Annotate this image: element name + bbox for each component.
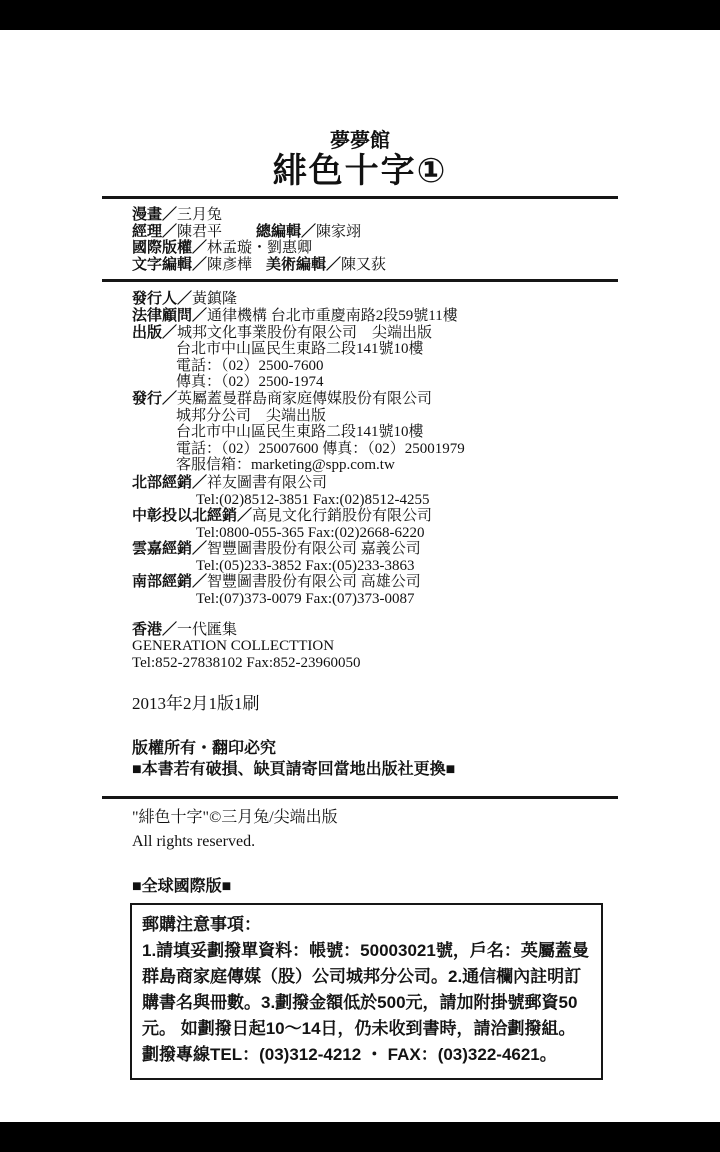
divider-credits bbox=[102, 279, 618, 282]
issuer-phone-fax bbox=[132, 441, 720, 458]
distributor-row bbox=[132, 475, 720, 492]
credit-value: 三月兔 bbox=[177, 207, 223, 223]
credit-label: 總編輯／ bbox=[256, 222, 317, 240]
hongkong-company-en bbox=[132, 638, 720, 655]
field-value: 黃鎮隆 bbox=[192, 291, 238, 308]
copyright-block bbox=[132, 738, 720, 780]
publisher-line bbox=[132, 308, 720, 325]
global-edition-heading: ■全球國際版■ bbox=[132, 878, 232, 896]
credit-label: 國際版權／ bbox=[132, 239, 208, 257]
issuer-address bbox=[132, 424, 720, 441]
field-value: 祥友圖書有限公司 bbox=[207, 474, 328, 491]
field-value: 高見文化行銷股份有限公司 bbox=[252, 508, 433, 525]
field-value: 一代匯集 bbox=[177, 621, 238, 638]
divider-rights bbox=[102, 796, 618, 799]
field-value: 英屬蓋曼群島商家庭傳媒股份有限公司 bbox=[177, 390, 433, 407]
publisher-phone bbox=[132, 358, 720, 375]
rights-attribution: "緋色十字"©三月兔/尖端出版 bbox=[132, 809, 338, 827]
distributor-row bbox=[132, 574, 720, 591]
publisher-block bbox=[132, 291, 720, 474]
credit-value: 陳君平 bbox=[177, 223, 223, 240]
colophon-page bbox=[0, 30, 720, 1122]
field-value: 客服信箱：marketing@spp.com.tw bbox=[176, 457, 395, 474]
publisher-address bbox=[132, 341, 720, 358]
publisher-line bbox=[132, 291, 720, 308]
field-label: 雲嘉經銷／ bbox=[132, 540, 208, 558]
distributor-tel bbox=[132, 591, 720, 608]
field-label: 發行／ bbox=[132, 389, 178, 407]
field-label: 法律顧問／ bbox=[132, 306, 208, 324]
distributors-block bbox=[132, 475, 720, 608]
credits-block bbox=[132, 207, 720, 273]
credit-row bbox=[132, 240, 720, 257]
rights-block bbox=[132, 807, 720, 853]
mail-order-heading: 郵購注意事項： bbox=[142, 915, 261, 935]
credit-value: 陳又荻 bbox=[341, 256, 387, 273]
field-value: 台北市中山區民生東路二段141號10樓 bbox=[176, 424, 424, 441]
issuer-line bbox=[132, 391, 720, 408]
publisher-line bbox=[132, 325, 720, 342]
field-value: 電話：（02）2500-7600 bbox=[176, 357, 324, 374]
credit-label: 漫畫／ bbox=[132, 206, 178, 223]
distributor-row bbox=[132, 508, 720, 525]
title-block bbox=[0, 130, 720, 190]
field-label: 南部經銷／ bbox=[132, 573, 208, 591]
field-label: 出版／ bbox=[132, 323, 178, 341]
field-label: 香港／ bbox=[132, 620, 178, 638]
field-value: Tel:0800-055-365 Fax:(02)2668-6220 bbox=[196, 524, 425, 541]
field-label: 北部經銷／ bbox=[132, 473, 208, 491]
distributor-tel bbox=[132, 558, 720, 575]
credit-row bbox=[132, 207, 720, 224]
mail-order-body: 1.請填妥劃撥單資料：帳號：50003021號，戶名：英屬蓋曼群島商家庭傳媒（股）公司城邦分公司。2.通信欄內註明訂購書名與冊數。3.劃撥金額低於500元，請加附掛號郵資50元。 如劃撥日起10～14日，仍未收到書時，請洽劃撥組。劃撥專線TEL：(03)312-4212 ・ FAX：(03)322-4621。 bbox=[142, 941, 589, 1065]
issuer-branch bbox=[132, 408, 720, 425]
hongkong-tel-fax bbox=[132, 655, 720, 672]
credit-value: 林孟璇・劉惠卿 bbox=[207, 240, 313, 257]
imprint-name: 夢夢館 bbox=[330, 130, 390, 152]
credit-label: 經理／ bbox=[132, 222, 178, 240]
hongkong-block bbox=[132, 622, 720, 672]
publisher-fax bbox=[132, 374, 720, 391]
field-value: 電話：（02）25007600 傳真：（02）25001979 bbox=[176, 440, 465, 457]
field-value: GENERATION COLLECTTION bbox=[132, 638, 335, 655]
field-value: 智豐圖書股份有限公司 嘉義公司 bbox=[207, 541, 421, 558]
rights-reserved: All rights reserved. bbox=[132, 833, 256, 851]
credit-label: 文字編輯／ bbox=[132, 255, 208, 273]
distributor-tel bbox=[132, 525, 720, 542]
field-value: Tel:(07)373-0079 Fax:(07)373-0087 bbox=[196, 591, 415, 608]
field-value: 傳真：（02）2500-1974 bbox=[176, 374, 324, 391]
distributor-tel bbox=[132, 492, 720, 509]
book-title: 緋色十字① bbox=[272, 152, 448, 190]
credit-row bbox=[132, 224, 720, 241]
field-value: 智豐圖書股份有限公司 高雄公司 bbox=[207, 574, 421, 591]
credit-value: 陳彥樺 bbox=[207, 256, 253, 273]
divider-top bbox=[102, 196, 618, 199]
copyright-notice: 版權所有・翻印必究 bbox=[132, 740, 277, 758]
credit-value: 陳家翊 bbox=[316, 223, 362, 240]
field-value: Tel:852-27838102 Fax:852-23960050 bbox=[132, 654, 361, 671]
field-value: 台北市中山區民生東路二段141號10樓 bbox=[176, 341, 424, 358]
field-value: Tel:(02)8512-3851 Fax:(02)8512-4255 bbox=[196, 491, 430, 508]
field-label: 發行人／ bbox=[132, 290, 193, 308]
distributor-row bbox=[132, 541, 720, 558]
hongkong-agent bbox=[132, 622, 720, 639]
mail-order-box bbox=[130, 903, 603, 1080]
edition-line: 2013年2月1版1刷 bbox=[132, 694, 260, 714]
field-value: 通律機構 台北市重慶南路2段59號11樓 bbox=[207, 307, 458, 324]
credit-label: 美術編輯／ bbox=[266, 255, 342, 273]
field-value: 城邦分公司 尖端出版 bbox=[176, 407, 327, 424]
field-value: Tel:(05)233-3852 Fax:(05)233-3863 bbox=[196, 557, 415, 574]
service-email bbox=[132, 457, 720, 474]
field-value: 城邦文化事業股份有限公司 尖端出版 bbox=[177, 324, 433, 341]
damaged-copy-notice: ■本書若有破損、缺頁請寄回當地出版社更換■ bbox=[132, 761, 456, 779]
credit-row bbox=[132, 257, 720, 274]
field-label: 中彰投以北經銷／ bbox=[132, 507, 253, 525]
